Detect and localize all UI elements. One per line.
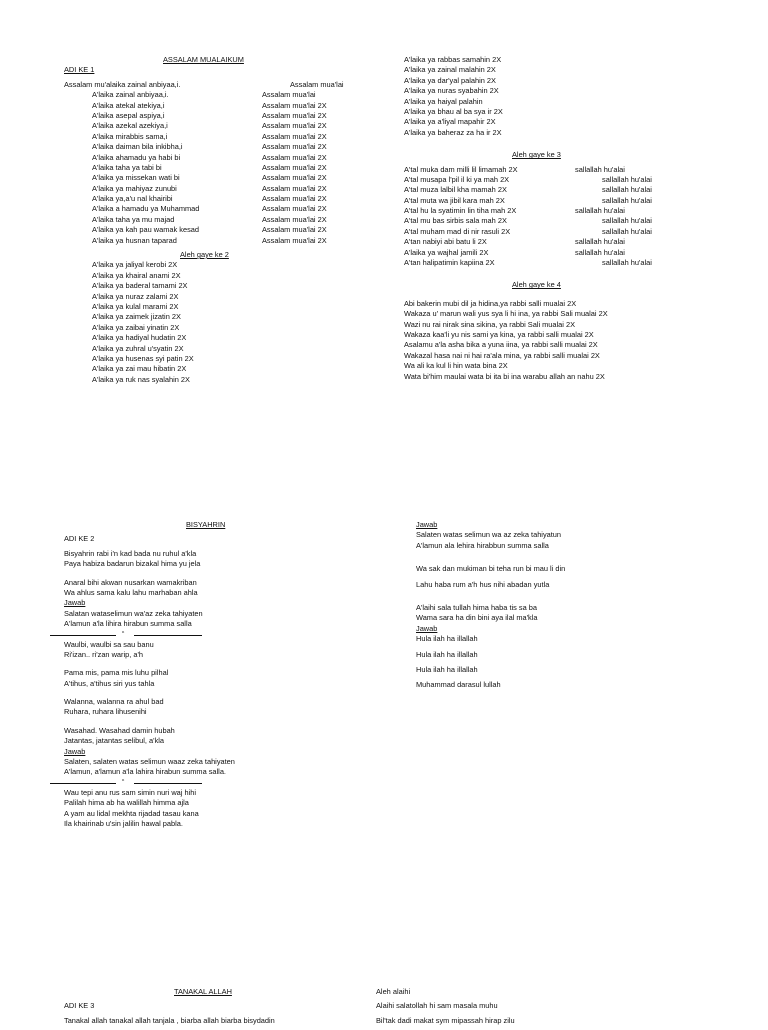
separator-bar-left: [50, 783, 116, 784]
text-line: Hula ilah ha illallah: [416, 664, 478, 674]
section2-adi: ADI KE 2: [64, 534, 95, 544]
section1-row: [64, 215, 364, 225]
aleh3-left-text: A'tan nabiyi abi batu li 2X: [404, 237, 487, 247]
section2-right-lines: [416, 520, 716, 691]
aleh2-line: A'laika ya nuraz zalami 2X: [92, 291, 179, 301]
row-left-text: A'laika mirabbis sama,i: [92, 131, 168, 141]
row-left-text: A'laika ya missekan wati bi: [92, 173, 180, 183]
jawab-heading: Jawab: [416, 520, 438, 529]
text-line: Wa sak dan mukiman bi teha run bi mau li din: [416, 564, 566, 574]
text-line: Walanna, walanna ra ahul bad: [64, 697, 164, 707]
text-line: Ila khairinab u'sin jalilin hawal pabla.: [64, 818, 183, 828]
row-right-text: Assalam mua'lai 2X: [262, 162, 327, 172]
row-right-text: Assalam mua'lai 2X: [262, 183, 327, 193]
text-line: Jatantas, jatantas selibul, a'kla: [64, 736, 165, 746]
text-line: Hula ilah ha illallah: [416, 634, 478, 644]
aleh3-right-text: sallallah hu'alai: [575, 164, 625, 174]
spacer: [416, 595, 716, 603]
text-line: Waulbi, waulbi sa sau banu: [64, 639, 154, 649]
section1-row: [64, 204, 364, 214]
aleh3-left-text: A'tal musapa l'pil il ki ya mah 2X: [404, 174, 510, 184]
aleh2-line: A'laika ya hadiyal hudatin 2X: [92, 333, 187, 343]
separator-bar-right: [134, 635, 202, 636]
aleh3-row: [404, 196, 704, 206]
text-line: Paya habiza badarun bizakal hima yu jela: [64, 559, 201, 569]
aleh2-line: A'laika ya husenas syi patin 2X: [92, 353, 194, 363]
aleh3-left-text: A'tal muza lalbil kha mamah 2X: [404, 185, 507, 195]
section1-row: [64, 236, 364, 246]
aleh2-line: A'laika ya zaibai yinatin 2X: [92, 322, 180, 332]
row-left-text: A'laika ya husnan taparad: [92, 235, 177, 245]
text-line: Salatan wataselimun wa'az zeka tahiyaten: [64, 608, 203, 618]
section1-row: [64, 225, 364, 235]
section3-right-line: Alaihi salatollah hi sam masala muhu: [376, 1001, 498, 1011]
text-line: Lahu haba rum a'h hus nihi abadan yutla: [416, 579, 550, 589]
aleh2-line: A'laika ya ruk nas syalahin 2X: [92, 374, 190, 384]
section2-left-lines: [50, 549, 350, 830]
aleh3-left-text: A'tal muta wa jibil kara mah 2X: [404, 195, 505, 205]
col2-line: A'laika ya a'liyal mapahir 2X: [404, 117, 496, 127]
aleh3-left-text: A'tal muham mad di nir rasuli 2X: [404, 226, 511, 236]
separator-bar-right: [134, 783, 202, 784]
aleh3-right-text: sallallah hu'alai: [575, 237, 625, 247]
aleh4-line: Asalamu a'la asha bika a yuna iina, ya rabbi salli mualai 2X: [404, 340, 598, 350]
text-line: Pama mis, pama mis luhu pilhal: [64, 668, 169, 678]
section1-row: [64, 153, 364, 163]
col2-line: A'laika ya haiyal palahin: [404, 96, 483, 106]
aleh-gaye-3-heading: Aleh gaye ke 3: [512, 150, 561, 160]
section1-row: [64, 111, 364, 121]
aleh-gaye-4-heading: Aleh gaye ke 4: [512, 280, 561, 290]
row-left-text: A'laika atekal atekiya,i: [92, 100, 165, 110]
section1-row: [64, 184, 364, 194]
row-right-text: Assalam mua'lai 2X: [262, 110, 327, 120]
row-left-text: A'laika daiman bila inkibha,i: [92, 142, 183, 152]
section3-right-lines: [376, 987, 676, 1026]
text-line: Muhammad darasul lullah: [416, 680, 501, 690]
col2-line: A'laika ya bhau al ba sya ir 2X: [404, 106, 503, 116]
section1-row: [64, 163, 364, 173]
section1-row: [64, 132, 364, 142]
aleh4-line: Wakaza kaa'li yu nis sami ya kina, ya rabbi salli mualai 2X: [404, 329, 594, 339]
aleh4-line: Wazi nu rai nirak sina sikina, ya rabbi Sali mualai 2X: [404, 319, 576, 329]
col2-line: A'laika ya baheraz za ha ir 2X: [404, 127, 502, 137]
row-right-text: Assalam mua'lai 2X: [262, 194, 327, 204]
aleh3-row: [404, 185, 704, 195]
row-right-text: Assalam mua'lai 2X: [262, 131, 327, 141]
aleh-gaye-4-lines: [404, 299, 704, 382]
aleh3-right-text: sallallah hu'alai: [602, 185, 652, 195]
aleh4-line: Wa ali ka kul li hin wata bina 2X: [404, 361, 508, 371]
aleh3-right-text: sallallah hu'alai: [575, 206, 625, 216]
text-line: A yam au lidal mekhta rijadad tasau kana: [64, 808, 199, 818]
col2-line: A'laika ya zainal malahin 2X: [404, 65, 496, 75]
section1-row: [64, 101, 364, 111]
aleh3-left-text: A'tal muka dam milli lil limamah 2X: [404, 164, 518, 174]
text-line: A'lamun, a'lamun a'la lahira hirabun summa salla.: [64, 767, 226, 777]
text-line: Wasahad. Wasahad damin hubah: [64, 725, 175, 735]
aleh2-line: A'laika ya baderal tamami 2X: [92, 281, 188, 291]
jawab-heading: Jawab: [64, 746, 86, 756]
separator-bar-left: [50, 635, 116, 636]
text-line: Salaten watas selimun wa az zeka tahiyatun: [416, 530, 562, 540]
text-line: Bisyahrin rabi i'n kad bada nu ruhul a'kla: [64, 548, 197, 558]
separator-line: [50, 778, 350, 788]
separator-mark: “: [122, 778, 125, 786]
text-line: Wau tepi anu rus sam simin nuri waj hihi: [64, 787, 196, 797]
section1-adi: ADI KE 1: [64, 65, 95, 75]
aleh2-line: A'laika ya zuhral u'syatin 2X: [92, 343, 184, 353]
row-left-text: A'laika taha ya tabi bi: [92, 162, 162, 172]
text-line: Ruhara, ruhara lihusenihi: [64, 707, 147, 717]
aleh4-line: Abi bakerin mubi dil ja hidina,ya rabbi salli mualai 2X: [404, 298, 577, 308]
section1-row: [64, 173, 364, 183]
aleh4-line: Wakazal hasa nai ni hai ra'ala mina, ya rabbi salli mualai 2X: [404, 350, 600, 360]
text-line: Wa ahlus sama kalu lahu marhaban ahla: [64, 587, 198, 597]
row-left-text: A'laika a hamadu ya Muhammad: [92, 204, 200, 214]
row-right-text: Assalam mua'lai 2X: [262, 204, 327, 214]
aleh3-row: [404, 216, 704, 226]
section2-right-column: [416, 520, 716, 696]
row-left-text: A'laika ahamadu ya habi bi: [92, 152, 181, 162]
row-right-text: Assalam mua'lai 2X: [262, 214, 327, 224]
row-right-text: Assalam mua'lai: [262, 90, 316, 100]
text-line: Salaten, salaten watas selimun waaz zeka tahiyaten: [64, 757, 235, 767]
aleh-gaye-2-lines: [64, 260, 364, 385]
aleh3-left-text: A'tan halipatimin kapiina 2X: [404, 258, 495, 268]
row-right-text: Assalam mua'lai 2X: [262, 225, 327, 235]
section1-row: [64, 194, 364, 204]
section1-intro-right: Assalam mua'lai: [290, 79, 344, 89]
section1-rows: [64, 90, 364, 246]
aleh3-right-text: sallallah hu'alai: [575, 247, 625, 257]
aleh3-left-text: A'laika ya wajhal jamili 2X: [404, 247, 489, 257]
section1-intro-left: Assalam mu'alaika zainal anbiyaa,i.: [64, 79, 181, 89]
row-right-text: Assalam mua'lai 2X: [262, 152, 327, 162]
text-line: A'lamun ala lehira hirabbun summa salla: [416, 540, 549, 550]
section1-title: ASSALAM MUALAIKUM: [163, 55, 244, 64]
aleh3-right-text: sallallah hu'alai: [602, 258, 652, 268]
section1-col2-lines: [404, 55, 704, 138]
aleh2-line: A'laika ya jaliyal kerobi 2X: [92, 260, 178, 270]
col2-line: A'laika ya nuras syabahin 2X: [404, 86, 499, 96]
text-line: A'laihi sala tullah hima haba tis sa ba: [416, 602, 537, 612]
aleh3-row: [404, 227, 704, 237]
spacer: [64, 660, 350, 668]
aleh3-right-text: sallallah hu'alai: [602, 216, 652, 226]
spacer: [64, 689, 350, 697]
section1-intro-row: [64, 80, 364, 90]
col2-line: A'laika ya rabbas samahin 2X: [404, 55, 502, 64]
text-line: A'tihus, a'tihus siri yus tahla: [64, 678, 155, 688]
aleh-gaye-2-heading: Aleh gaye ke 2: [180, 250, 229, 260]
section1-row: [64, 142, 364, 152]
text-line: Hula ilah ha illallah: [416, 649, 478, 659]
aleh3-left-text: A'tal mu bas sirbis sala mah 2X: [404, 216, 507, 226]
col2-line: A'laika ya dar'yal palahin 2X: [404, 75, 496, 85]
aleh2-line: A'laika ya kulal marami 2X: [92, 301, 179, 311]
row-left-text: A'laika azekal azekiya,i: [92, 121, 168, 131]
aleh3-row: [404, 237, 704, 247]
separator-line: [50, 630, 350, 640]
aleh2-line: A'laika ya khairal anami 2X: [92, 270, 181, 280]
section1-right-column: [404, 55, 704, 382]
row-left-text: A'laika asepal aspiya,i: [92, 110, 165, 120]
aleh3-row: [404, 248, 704, 258]
text-line: Anaral bihi akwan nusarkan wamakriban: [64, 577, 197, 587]
aleh4-line: Wakaza u' marun wali yus sya li hi ina, ya rabbi Sali mualai 2X: [404, 309, 608, 319]
row-right-text: Assalam mua'lai 2X: [262, 235, 327, 245]
jawab-heading: Jawab: [416, 623, 438, 633]
row-left-text: A'laika ya mahiyaz zunubi: [92, 183, 177, 193]
aleh2-line: A'laika ya zaimek jizatin 2X: [92, 312, 181, 322]
row-left-text: A'laika ya kah pau wamak kesad: [92, 225, 199, 235]
spacer: [64, 718, 350, 726]
row-left-text: A'laika ya,a'u nal khairibi: [92, 194, 173, 204]
section3-left-line: Tanakal allah tanakal allah tanjala , biarba allah biarba bisydadin: [64, 1015, 275, 1025]
section1-left-column: [64, 55, 364, 385]
text-line: Ri'izan.. ri'zan warip, a'h: [64, 649, 143, 659]
spacer: [416, 556, 716, 564]
row-right-text: Assalam mua'lai 2X: [262, 121, 327, 131]
aleh3-row: [404, 258, 704, 268]
row-left-text: A'laika zainal anbiyaa,i.: [92, 90, 169, 100]
section3-adi: ADI KE 3: [64, 1001, 95, 1011]
aleh3-right-text: sallallah hu'alai: [602, 174, 652, 184]
section3-right-line: Bil'tak dadi makat sym mipassah hirap zilu: [376, 1015, 515, 1025]
aleh4-line: Wata bi'him maulai wata bi ita bi ina warabu allah an nahu 2X: [404, 371, 605, 381]
row-right-text: Assalam mua'lai 2X: [262, 142, 327, 152]
row-left-text: A'laika taha ya mu majad: [92, 214, 175, 224]
section1-row: [64, 121, 364, 131]
section3-title: TANAKAL ALLAH: [174, 987, 232, 996]
section3-right-line: Aleh alaihi: [376, 987, 411, 996]
aleh3-right-text: sallallah hu'alai: [602, 195, 652, 205]
row-right-text: Assalam mua'lai 2X: [262, 100, 327, 110]
text-line: A'lamun a'la lihira hirabun summa salla: [64, 619, 192, 629]
text-line: Wama sara ha din bini aya ilal ma'kla: [416, 613, 538, 623]
aleh3-left-text: A'tal hu la syatimin lin tiha mah 2X: [404, 206, 517, 216]
separator-mark: “: [122, 630, 125, 638]
aleh3-row: [404, 175, 704, 185]
section2-left-column: [50, 520, 350, 829]
text-line: Palilah hima ab ha walillah himma ajla: [64, 798, 189, 808]
section2-title: BISYAHRIN: [186, 520, 226, 529]
aleh-gaye-3-rows: [404, 165, 704, 269]
row-right-text: Assalam mua'lai 2X: [262, 173, 327, 183]
aleh3-row: [404, 206, 704, 216]
spacer: [64, 570, 350, 578]
jawab-heading: Jawab: [64, 598, 86, 608]
aleh2-line: A'laika ya zai mau hibatin 2X: [92, 364, 187, 374]
section3-left-column: [64, 987, 364, 1026]
section1-row: [64, 90, 364, 100]
aleh3-row: [404, 165, 704, 175]
aleh3-right-text: sallallah hu'alai: [602, 226, 652, 236]
